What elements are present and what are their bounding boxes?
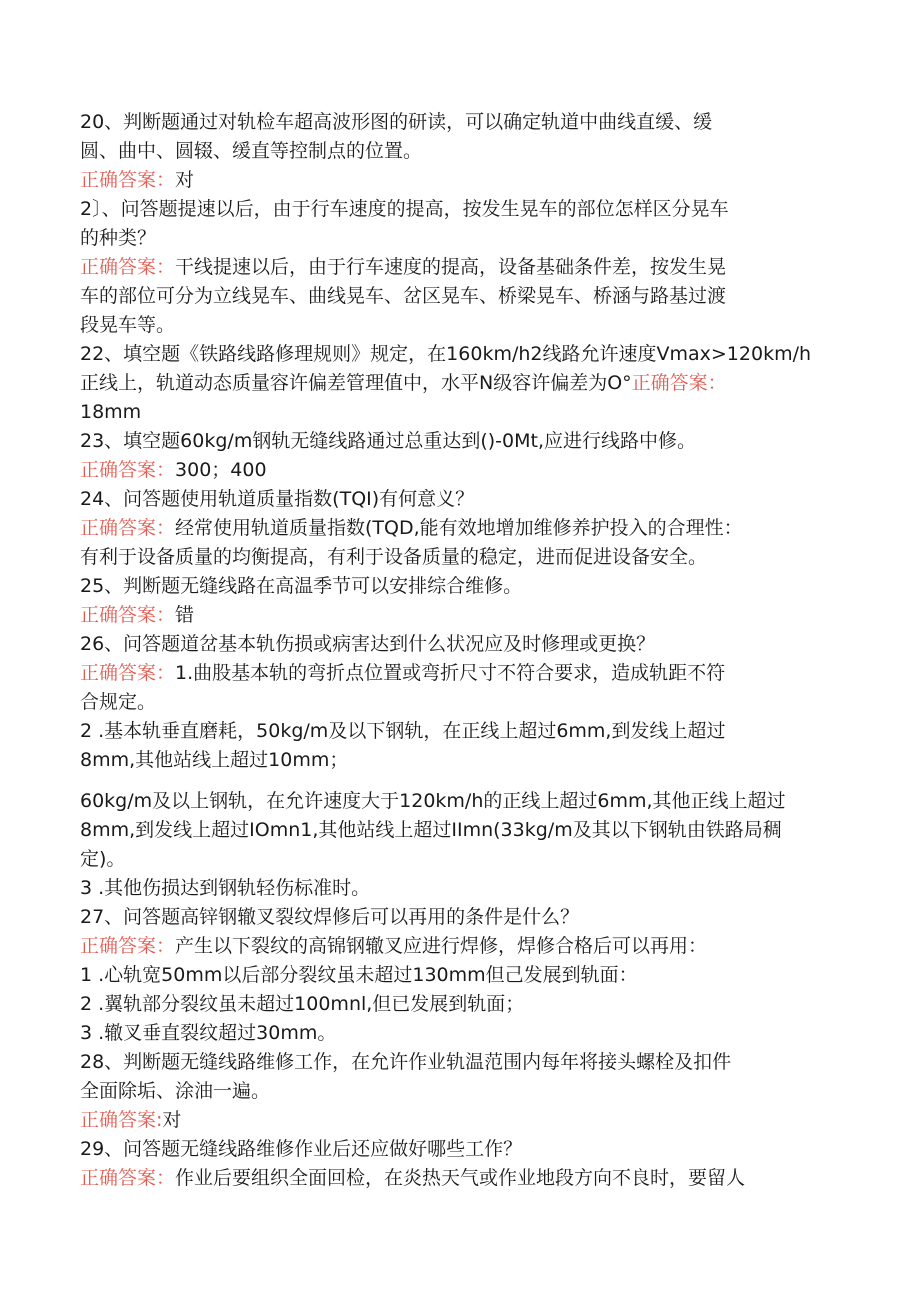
answer-text: 8mm,其他站线上超过10mm； [80,749,349,771]
question-text: 22、填空题《铁路线路修理规则》规定，在160km/h2线路允许速度Vmax>120km/h [80,343,812,365]
answer-text: 作业后要组织全面回检，在炎热天气或作业地段方向不良时，要留人 [175,1167,746,1189]
answer-text: 8mm,到发线上超过IOmn1,其他站线上超过IImn(33kg/m及其以下钢轨由铁路局稠 [80,819,782,841]
question-text: 2〕、问答题提速以后，由于行车速度的提高，按发生晃车的部位怎样区分晃车 [80,198,729,220]
paragraph-gap [80,775,840,787]
answer-text: 18mm [80,401,142,423]
question-text: 20、判断题通过对轨检车超高波形图的研读，可以确定轨道中曲线直缓、缓 [80,111,713,133]
answer-line [80,1164,840,1193]
answer-label: 正确答案： [80,935,176,957]
answer-text: 3 .其他伤损达到钢轨轻伤标准时。 [80,877,371,899]
question-23 [80,427,840,485]
question-text: 圆、曲中、圆辍、缓直等控制点的位置。 [80,140,423,162]
question-20 [80,108,840,195]
answer-label: 正确答案: [80,1109,163,1131]
question-text: 23、填空题60kg/m钢轨无缝线路通过总重达到()-0Mt,应进行线路中修。 [80,430,696,452]
answer-line [80,514,840,543]
answer-text: 车的部位可分为立线晃车、曲线晃车、岔区晃车、桥梁晃车、桥涵与路基过渡 [80,285,727,307]
answer-line [80,456,840,485]
answer-line [80,1106,840,1135]
question-21 [80,195,840,340]
question-text: 的种类？ [80,227,157,249]
question-text: 28、判断题无缝线路维修工作，在允许作业轨温范围内每年将接头螺栓及扣件 [80,1051,732,1073]
answer-label: 正确答案： [80,459,176,481]
answer-text: 60kg/m及以上钢轨，在允许速度大于120km/h的正线上超过6mm,其他正线上超过 [80,790,786,812]
answer-line [80,932,840,961]
answer-text: 对 [175,169,195,191]
answer-text: 合规定。 [80,691,157,713]
answer-line [80,253,840,282]
answer-text: 定)。 [80,848,126,870]
answer-line [80,601,840,630]
answer-text: 产生以下裂纹的高锦钢辙叉应进行焊修，焊修合格后可以再用： [175,935,708,957]
question-28 [80,1048,840,1135]
answer-text: 1 .心轨宽50mm以后部分裂纹虽未超过130mm但己发展到轨面： [80,964,638,986]
question-text: 24、问答题使用轨道质量指数(TQI)有何意义？ [80,488,475,510]
question-25 [80,572,840,630]
question-text: 27、问答题高锌钢辙叉裂纹焊修后可以再用的条件是什么？ [80,906,580,928]
answer-line [80,659,840,688]
answer-text: 有利于设备质量的均衡提高，有利于设备质量的稳定，进而促进设备安全。 [80,546,708,568]
question-27 [80,903,840,1048]
answer-text: 3 .辙叉垂直裂纹超过30mm。 [80,1022,337,1044]
answer-label: 正确答案： [80,256,176,278]
answer-line [80,166,840,195]
question-22 [80,340,840,427]
answer-text: 2 .基本轨垂直磨耗，50kg/m及以下钢轨，在正线上超过6mm,到发线上超过 [80,720,726,742]
question-text: 29、问答题无缝线路维修作业后还应做好哪些工作？ [80,1138,523,1160]
answer-label: 正确答案： [80,604,176,626]
answer-text: 错 [175,604,195,626]
answer-text: 段晃车等。 [80,314,176,336]
answer-label: 正确答案： [80,662,176,684]
answer-label: 正确答案： [80,1167,176,1189]
question-24 [80,485,840,572]
document-page [80,108,840,1193]
answer-label: 正确答案： [631,372,727,394]
question-text: 全面除垢、涂油一遍。 [80,1080,271,1102]
answer-text: 经常使用轨道质量指数(TQD,能有效地增加维修养护投入的合理性： [175,517,743,539]
answer-text: 1.曲股基本轨的弯折点位置或弯折尺寸不符合要求，造成轨距不符 [175,662,726,684]
question-26 [80,630,840,903]
answer-text: 干线提速以后，由于行车速度的提高，设备基础条件差，按发生晃 [175,256,727,278]
answer-text: 对 [162,1109,182,1131]
answer-label: 正确答案： [80,517,176,539]
answer-label: 正确答案： [80,169,176,191]
question-text: 25、判断题无缝线路在高温季节可以安排综合维修。 [80,575,523,597]
question-29 [80,1135,840,1193]
question-text [80,369,840,398]
question-text: 26、问答题道岔基本轨伤损或病害达到什么状况应及时修理或更换？ [80,633,656,655]
question-text-tail: 正线上，轨道动态质量容许偏差管理值中，水平N级容许偏差为O° [80,372,632,394]
answer-text: 300；400 [175,459,267,481]
answer-text: 2 .翼轨部分裂纹虽未超过100mnl,但已发展到轨面； [80,993,525,1015]
